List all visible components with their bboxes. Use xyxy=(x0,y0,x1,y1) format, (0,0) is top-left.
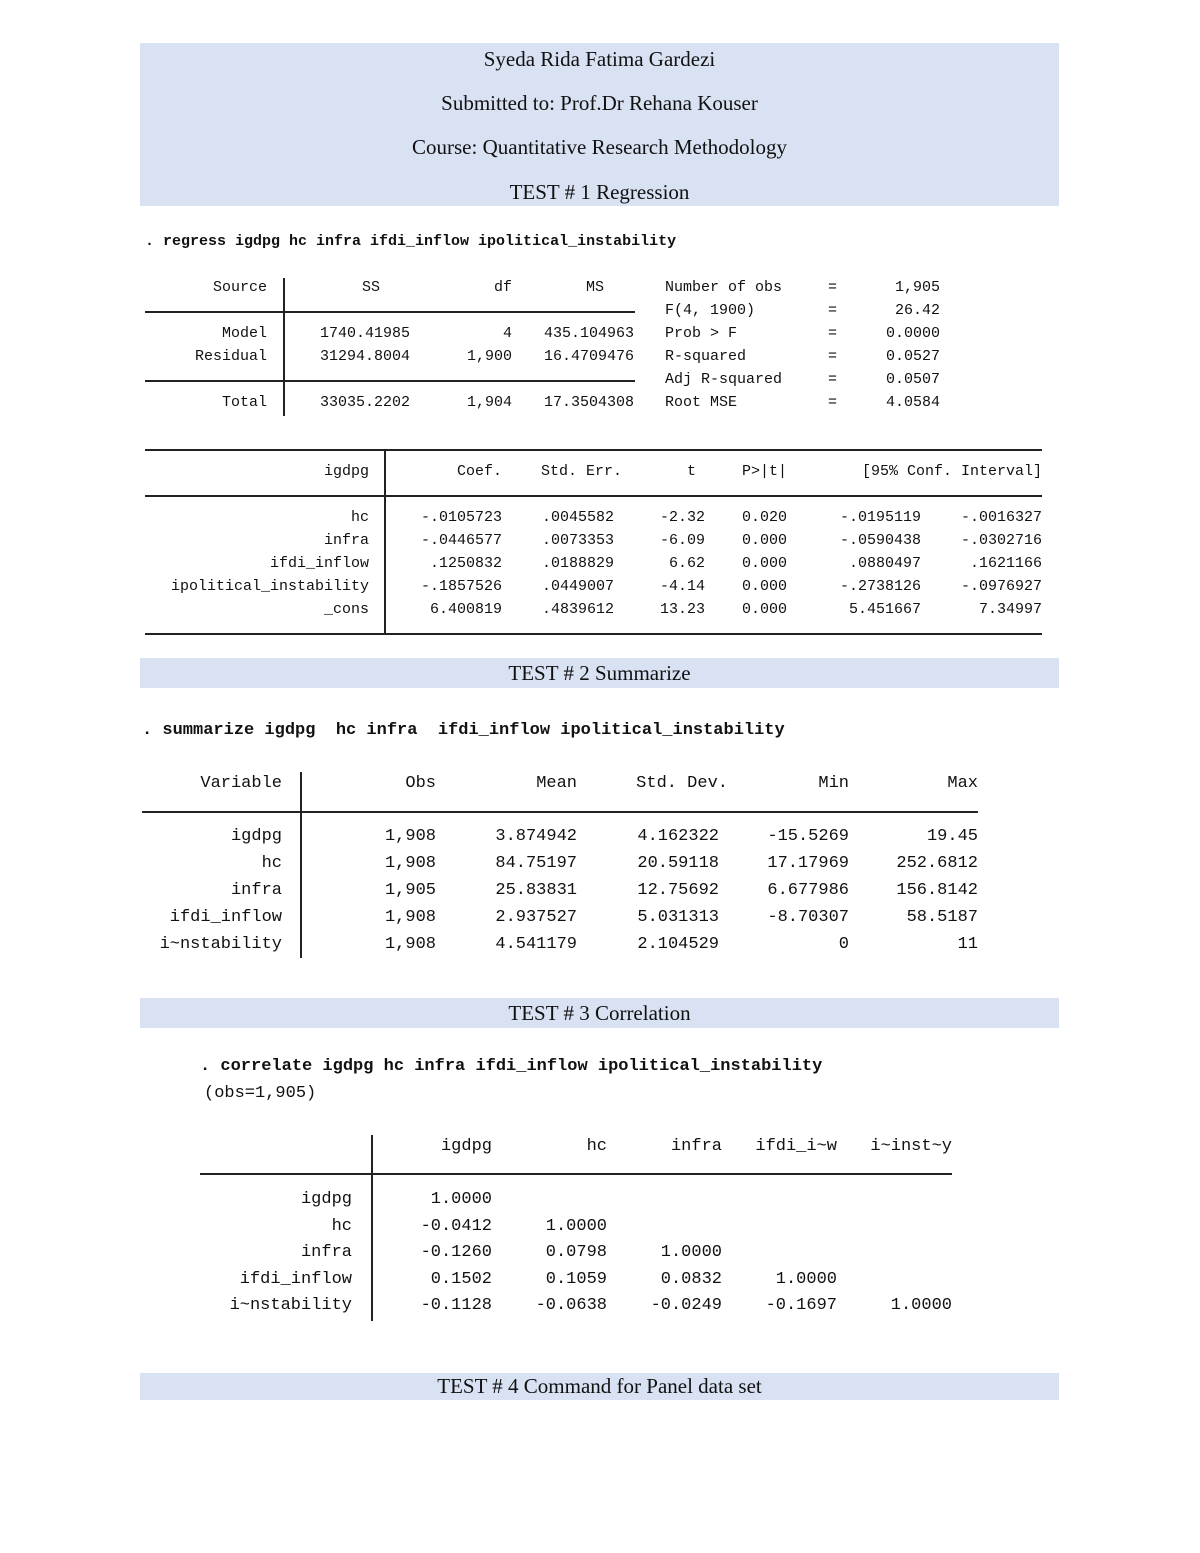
coef-value: -.0105723 xyxy=(420,509,502,526)
coef-ci-low: -.0195119 xyxy=(839,509,921,526)
coef-ci-low: -.0590438 xyxy=(839,532,921,549)
coef-header-ci: [95% Conf. Interval] xyxy=(861,463,1042,480)
sum-mean: 2.937527 xyxy=(495,908,577,927)
sum-vline xyxy=(300,772,302,958)
test4-title: TEST # 4 Command for Panel data set xyxy=(140,1373,1059,1400)
sum-sd: 5.031313 xyxy=(637,908,719,927)
sum-header-sd: Std. Dev. xyxy=(636,774,728,793)
stat-label: R-squared xyxy=(665,348,747,365)
sum-min: -15.5269 xyxy=(767,827,849,846)
sum-hline xyxy=(142,811,978,813)
sum-var: igdpg xyxy=(230,827,282,846)
coef-value: -.0446577 xyxy=(420,532,502,549)
test2-title: TEST # 2 Summarize xyxy=(140,658,1059,688)
cor-value: 1.0000 xyxy=(775,1269,837,1289)
sum-max: 252.6812 xyxy=(896,854,978,873)
cor-hline xyxy=(200,1173,952,1175)
sum-min: -8.70307 xyxy=(767,908,849,927)
regress-command: . regress igdpg hc infra ifdi_inflow ipolitical_instability xyxy=(145,233,677,250)
anova-row-ms: 435.104963 xyxy=(543,325,634,342)
anova-total-df: 1,904 xyxy=(466,394,512,411)
sum-max: 156.8142 xyxy=(896,881,978,900)
coef-var: ifdi_inflow xyxy=(269,555,369,572)
coef-p: 0.000 xyxy=(741,532,787,549)
anova-total-ms: 17.3504308 xyxy=(543,394,634,411)
anova-header-df: df xyxy=(493,279,512,296)
sum-max: 19.45 xyxy=(926,827,978,846)
anova-row-source: Residual xyxy=(194,348,267,365)
stat-eq: = xyxy=(828,279,838,296)
anova-row-df: 1,900 xyxy=(466,348,512,365)
anova-total-ss: 33035.2202 xyxy=(319,394,410,411)
submitted-to: Submitted to: Prof.Dr Rehana Kouser xyxy=(441,91,758,115)
test3-title: TEST # 3 Correlation xyxy=(140,998,1059,1028)
cor-value: 1.0000 xyxy=(660,1243,722,1262)
sum-mean: 4.541179 xyxy=(495,935,577,954)
summarize-command: . summarize igdpg hc infra ifdi_inflow ipolitical_instability xyxy=(142,721,785,740)
sum-var: hc xyxy=(261,854,282,873)
sum-header-mean: Mean xyxy=(536,774,577,793)
coef-t: -6.09 xyxy=(659,532,705,549)
coef-ci-low: -.2738126 xyxy=(839,578,921,595)
sum-mean: 3.874942 xyxy=(495,827,577,846)
cor-vline xyxy=(371,1135,373,1321)
sum-obs: 1,908 xyxy=(384,854,436,873)
stat-label: Number of obs xyxy=(665,279,783,296)
correlate-command: . correlate igdpg hc infra ifdi_inflow ipolitical_instability xyxy=(200,1057,823,1076)
coef-ci-high: -.0016327 xyxy=(960,509,1042,526)
stat-label: Root MSE xyxy=(665,394,738,411)
document-header xyxy=(140,43,1059,206)
sum-max: 58.5187 xyxy=(906,908,978,927)
cor-var: hc xyxy=(331,1216,352,1236)
stat-eq: = xyxy=(828,394,838,411)
cor-header: hc xyxy=(586,1137,607,1156)
stat-value: 1,905 xyxy=(894,279,940,296)
sum-sd: 2.104529 xyxy=(637,935,719,954)
coef-ci-high: 7.34997 xyxy=(978,601,1042,618)
coef-ci-low: .0880497 xyxy=(848,555,921,572)
sum-sd: 20.59118 xyxy=(637,854,719,873)
cor-value: 0.1502 xyxy=(430,1269,492,1289)
sum-header-max: Max xyxy=(947,774,978,793)
coef-value: .1250832 xyxy=(429,555,502,572)
cor-var: ifdi_inflow xyxy=(239,1269,352,1289)
stat-value: 4.0584 xyxy=(885,394,940,411)
coef-header-t: t xyxy=(686,463,696,480)
coef-hline-top xyxy=(145,449,1042,451)
stat-eq: = xyxy=(828,302,838,319)
sum-mean: 84.75197 xyxy=(495,854,577,873)
coef-t: -4.14 xyxy=(659,578,705,595)
cor-header: igdpg xyxy=(440,1137,492,1156)
coef-p: 0.000 xyxy=(741,601,787,618)
coef-vline xyxy=(384,449,386,634)
anova-row-source: Model xyxy=(221,325,267,342)
anova-total-source: Total xyxy=(221,394,267,411)
correlate-obs: (obs=1,905) xyxy=(204,1084,317,1103)
cor-value: -0.0638 xyxy=(535,1296,607,1315)
coef-ci-high: .1621166 xyxy=(969,555,1042,572)
coef-ci-high: -.0302716 xyxy=(960,532,1042,549)
sum-min: 0 xyxy=(838,935,849,954)
coef-t: -2.32 xyxy=(659,509,705,526)
coef-var: infra xyxy=(323,532,369,549)
anova-header-source: Source xyxy=(212,279,267,296)
coef-se: .0449007 xyxy=(541,578,614,595)
coef-value: 6.400819 xyxy=(429,601,502,618)
anova-vline xyxy=(283,278,285,416)
sum-obs: 1,908 xyxy=(384,935,436,954)
anova-row-ms: 16.4709476 xyxy=(543,348,634,365)
sum-sd: 12.75692 xyxy=(637,881,719,900)
cor-var: igdpg xyxy=(300,1190,352,1209)
cor-value: 0.1059 xyxy=(545,1269,607,1289)
anova-header-ss: SS xyxy=(361,279,380,296)
author-name: Syeda Rida Fatima Gardezi xyxy=(483,47,716,71)
sum-min: 6.677986 xyxy=(767,881,849,900)
coef-p: 0.020 xyxy=(741,509,787,526)
sum-mean: 25.83831 xyxy=(495,881,577,900)
sum-header-obs: Obs xyxy=(405,774,436,793)
stat-eq: = xyxy=(828,325,838,342)
coef-p: 0.000 xyxy=(741,578,787,595)
sum-var: ifdi_inflow xyxy=(169,908,282,927)
coef-t: 13.23 xyxy=(659,601,705,618)
cor-value: 1.0000 xyxy=(430,1190,492,1209)
sum-max: 11 xyxy=(957,935,978,954)
coef-var: _cons xyxy=(323,601,369,618)
stat-value: 0.0507 xyxy=(885,371,940,388)
cor-var: infra xyxy=(300,1243,352,1262)
sum-min: 17.17969 xyxy=(767,854,849,873)
sum-obs: 1,905 xyxy=(384,881,436,900)
stat-label: Adj R-squared xyxy=(665,371,783,388)
stat-label: Prob > F xyxy=(665,325,738,342)
stat-eq: = xyxy=(828,348,838,365)
stat-value: 0.0000 xyxy=(885,325,940,342)
cor-var: i~nstability xyxy=(229,1296,352,1315)
coef-se: .4839612 xyxy=(541,601,614,618)
anova-header-ms: MS xyxy=(585,279,604,296)
coef-header-var: igdpg xyxy=(323,463,369,480)
coef-header-coef: Coef. xyxy=(456,463,502,480)
cor-header: i~inst~y xyxy=(870,1137,952,1156)
anova-row-ss: 31294.8004 xyxy=(319,348,410,365)
coef-p: 0.000 xyxy=(741,555,787,572)
coef-var: ipolitical_instability xyxy=(170,578,369,595)
anova-hline-mid xyxy=(145,380,635,382)
cor-header: infra xyxy=(670,1137,722,1156)
coef-header-se: Std. Err. xyxy=(540,463,622,480)
coef-ci-high: -.0976927 xyxy=(960,578,1042,595)
stat-eq: = xyxy=(828,371,838,388)
sum-sd: 4.162322 xyxy=(637,827,719,846)
coef-header-p: P>|t| xyxy=(741,463,787,480)
coef-se: .0073353 xyxy=(541,532,614,549)
cor-value: 0.0832 xyxy=(660,1269,722,1289)
sum-header-var: Variable xyxy=(200,774,282,793)
stat-value: 26.42 xyxy=(894,302,940,319)
coef-value: -.1857526 xyxy=(420,578,502,595)
sum-obs: 1,908 xyxy=(384,908,436,927)
sum-obs: 1,908 xyxy=(384,827,436,846)
cor-value: -0.0412 xyxy=(420,1216,492,1236)
cor-value: 1.0000 xyxy=(545,1216,607,1236)
anova-row-df: 4 xyxy=(502,325,512,342)
anova-row-ss: 1740.41985 xyxy=(319,325,410,342)
course-title: Course: Quantitative Research Methodology xyxy=(412,135,787,159)
cor-header: ifdi_i~w xyxy=(755,1137,837,1156)
sum-header-min: Min xyxy=(818,774,849,793)
cor-value: -0.1128 xyxy=(420,1296,492,1315)
coef-se: .0188829 xyxy=(541,555,614,572)
anova-hline-top xyxy=(145,311,635,313)
stat-label: F(4, 1900) xyxy=(665,302,756,319)
cor-value: 1.0000 xyxy=(890,1296,952,1315)
cor-value: -0.0249 xyxy=(650,1296,722,1315)
cor-value: 0.0798 xyxy=(545,1243,607,1262)
coef-ci-low: 5.451667 xyxy=(848,601,921,618)
test1-title: TEST # 1 Regression xyxy=(509,180,690,204)
coef-hline-mid xyxy=(145,495,1042,497)
sum-var: i~nstability xyxy=(159,935,282,954)
coef-se: .0045582 xyxy=(541,509,614,526)
cor-value: -0.1260 xyxy=(420,1243,492,1262)
sum-var: infra xyxy=(230,881,282,900)
coef-t: 6.62 xyxy=(668,555,705,572)
coef-hline-bottom xyxy=(145,633,1042,635)
cor-value: -0.1697 xyxy=(765,1296,837,1315)
stat-value: 0.0527 xyxy=(885,348,940,365)
coef-var: hc xyxy=(350,509,369,526)
